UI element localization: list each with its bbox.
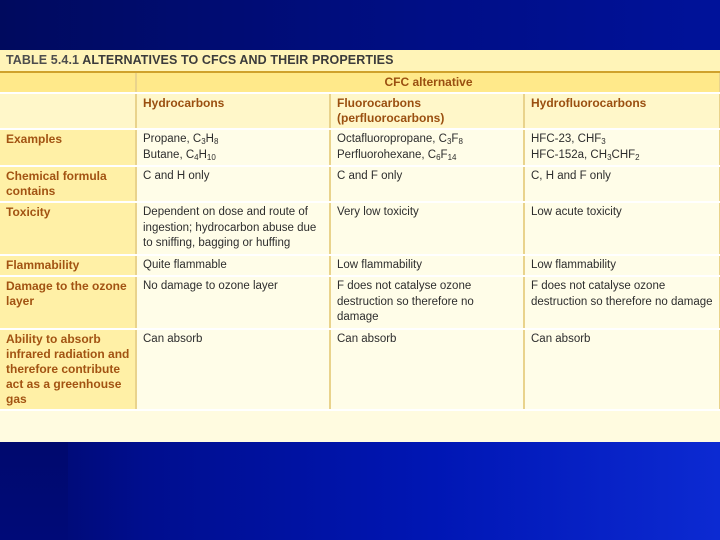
row-header: Chemical formula contains xyxy=(0,166,136,202)
cell-fluorocarbons xyxy=(330,276,524,329)
cell-hydrofluorocarbons xyxy=(524,276,720,329)
cell-text: F does not catalyse ozone destruction so therefore no damage xyxy=(531,280,713,308)
cell-text: Butane, $C_4H_{10}$ xyxy=(143,148,216,162)
row-header: Examples xyxy=(0,129,136,166)
cell-hydrofluorocarbons xyxy=(524,329,720,410)
table-row xyxy=(0,129,720,166)
row-header: Flammability xyxy=(0,255,136,277)
cell-text: Perfluorohexane, $C_6F_{14}$ xyxy=(337,148,457,162)
cell-hydrofluorocarbons xyxy=(524,255,720,277)
cell-text: Quite flammable xyxy=(143,258,227,271)
row-header: Toxicity xyxy=(0,202,136,255)
cell-fluorocarbons xyxy=(330,329,524,410)
cell-text: Octafluoropropane, $C_3F_8$ xyxy=(337,133,463,146)
table-row xyxy=(0,276,720,329)
slide-background-left-block xyxy=(0,442,68,540)
cell-hydrocarbons xyxy=(136,129,330,166)
row-header: Ability to absorb infrared radiation and therefore contribute act as a greenhouse gas xyxy=(0,329,136,410)
table-title: ALTERNATIVES TO CFCS AND THEIR PROPERTIES xyxy=(82,53,394,67)
cell-text: C, H and F only xyxy=(531,170,611,182)
cell-text: No damage to ozone layer xyxy=(143,280,278,292)
cell-text: Very low toxicity xyxy=(337,206,419,218)
group-header-spacer xyxy=(0,73,136,93)
cell-hydrofluorocarbons xyxy=(524,202,720,255)
column-header-hydrofluorocarbons: Hydrofluorocarbons xyxy=(524,93,720,129)
cell-hydrocarbons xyxy=(136,276,330,329)
table-row xyxy=(0,329,720,410)
cell-text: C and F only xyxy=(337,170,403,182)
column-header-fluorocarbons: Fluorocarbons (perfluorocarbons) xyxy=(330,93,524,129)
cell-hydrocarbons xyxy=(136,329,330,410)
row-header: Damage to the ozone layer xyxy=(0,276,136,329)
cell-fluorocarbons xyxy=(330,255,524,277)
column-header-spacer xyxy=(0,93,136,129)
slide-background-top xyxy=(0,0,720,50)
group-header-cfc-alternative: CFC alternative xyxy=(136,73,720,93)
cell-hydrofluorocarbons xyxy=(524,166,720,202)
cell-text: Can absorb xyxy=(143,332,203,345)
table-title-bar xyxy=(0,50,720,73)
cell-text: Low acute toxicity xyxy=(531,206,622,218)
cell-text: Low flammability xyxy=(337,258,422,271)
column-header-hydrocarbons: Hydrocarbons xyxy=(136,93,330,129)
group-header-row xyxy=(0,73,720,93)
cell-hydrofluorocarbons xyxy=(524,129,720,166)
table-figure xyxy=(0,50,720,442)
cell-text: C and H only xyxy=(143,170,210,182)
cell-hydrocarbons xyxy=(136,255,330,277)
slide-background-bottom xyxy=(0,442,720,540)
cell-text: F does not catalyse ozone destruction so therefore no damage xyxy=(337,280,474,323)
table-row xyxy=(0,202,720,255)
cell-text: HFC-23, $CHF_3$ xyxy=(531,133,606,146)
cell-text: HFC-152a, $CH_3CHF_2$ xyxy=(531,148,640,162)
cell-text: Can absorb xyxy=(337,332,397,345)
cell-fluorocarbons xyxy=(330,129,524,166)
cell-fluorocarbons xyxy=(330,166,524,202)
table-number: TABLE 5.4.1 xyxy=(6,53,80,67)
cell-fluorocarbons xyxy=(330,202,524,255)
cell-text: Dependent on dose and route of ingestion; hydrocarbon abuse due to sniffing, bagging or huffing xyxy=(143,206,317,249)
cell-hydrocarbons xyxy=(136,166,330,202)
cell-text: Can absorb xyxy=(531,332,591,345)
table-row xyxy=(0,166,720,202)
column-header-row xyxy=(0,93,720,129)
table-row xyxy=(0,255,720,277)
cell-text: Propane, $C_3H_8$ xyxy=(143,133,219,146)
cfc-alternatives-table xyxy=(0,73,720,411)
cell-hydrocarbons xyxy=(136,202,330,255)
cell-text: Low flammability xyxy=(531,258,616,271)
